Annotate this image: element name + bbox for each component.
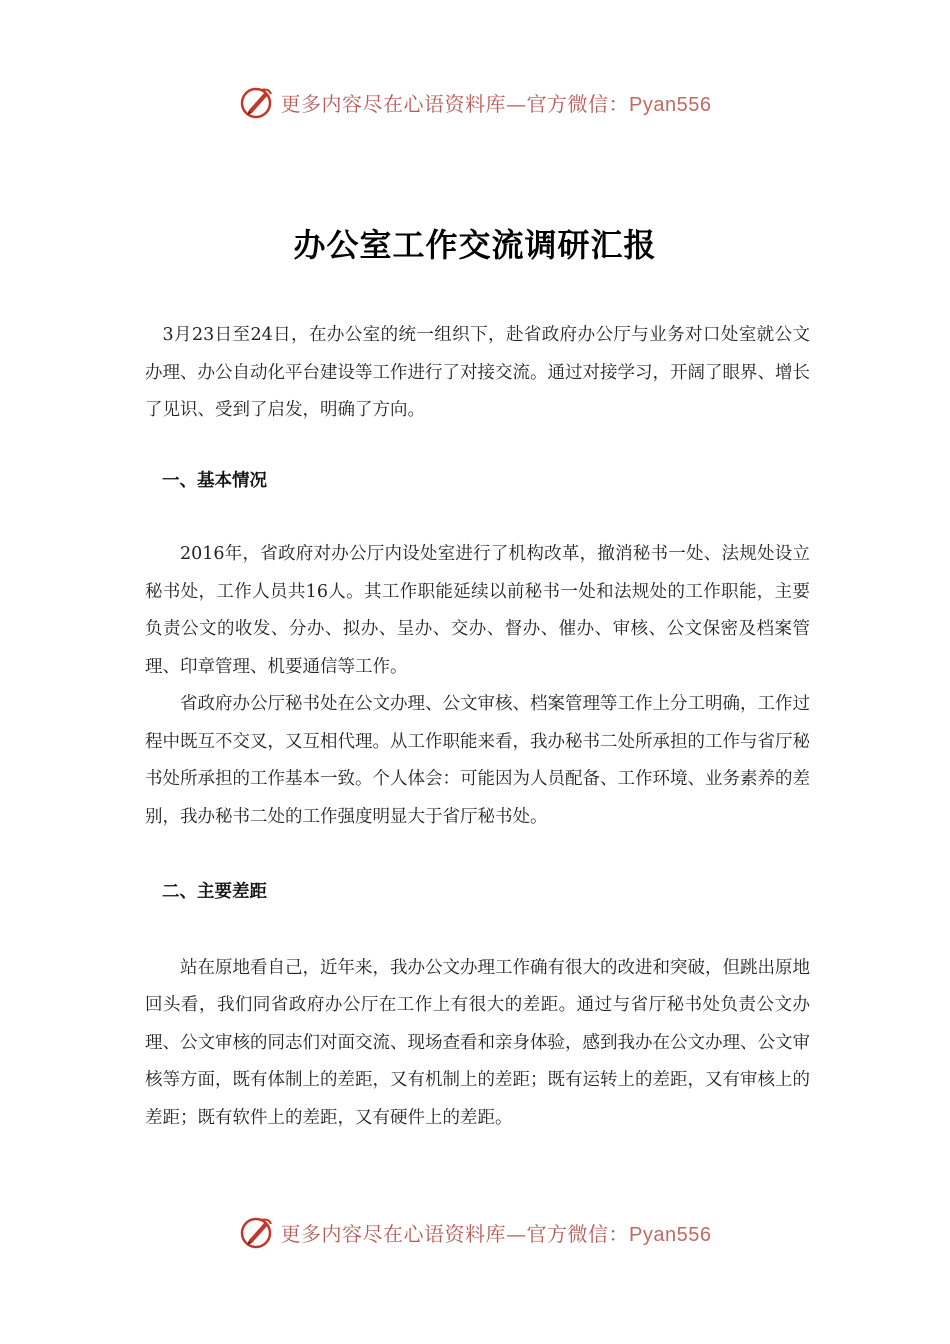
document-title: 办公室工作交流调研汇报 — [293, 226, 657, 264]
pen-logo-icon — [239, 84, 275, 120]
footer-banner-main: 更多内容尽在心语资料库 — [280, 1221, 507, 1246]
footer-banner-dash: — — [506, 1221, 527, 1246]
pen-logo-icon — [239, 1214, 275, 1250]
section2-paragraph-1: 站在原地看自己，近年来，我办公文办理工作确有很大的改进和突破，但跳出原地回头看，我们同省政府办公厅在工作上有很大的差距。通过与省厅秘书处负责公文办理、公文审核的同志们对面交流、现场查看和亲身体验，感到我办在公文办理、公文审核等方面，既有体制上的差距，又有机制上的差距；既有运转上的差距，又有审核上的差距；既有软件上的差距，又有硬件上的差距。 — [145, 957, 810, 1128]
header-banner — [0, 82, 950, 122]
spacer — [145, 836, 810, 874]
section1-heading: 一、基本情况 — [162, 470, 267, 491]
header-banner-inner — [239, 82, 712, 122]
footer-banner-text — [281, 1218, 712, 1247]
section2-heading: 二、主要差距 — [162, 882, 267, 902]
footer-banner-label: 官方微信： — [526, 1221, 630, 1246]
header-banner-label: 官方微信： — [526, 91, 630, 116]
spacer — [145, 912, 810, 950]
header-banner-text — [281, 88, 712, 117]
header-banner-handle: Pyan556 — [629, 93, 712, 116]
footer-banner-handle: Pyan556 — [629, 1223, 712, 1246]
footer-banner-inner — [239, 1212, 712, 1252]
document-body — [145, 317, 810, 1137]
header-banner-dash: — — [506, 91, 527, 116]
spacer — [145, 500, 810, 536]
spacer — [145, 430, 810, 463]
intro-paragraph: 3月23日至24日，在办公室的统一组织下，赴省政府办公厅与业务对口处室就公文办理、办公自动化平台建设等工作进行了对接交流。通过对接学习，开阔了眼界、增长了见识、受到了启发，明确了方向。 — [145, 325, 810, 420]
footer-banner — [0, 1212, 950, 1252]
section1-paragraph-1: 2016年，省政府对办公厅内设处室进行了机构改革，撤消秘书一处、法规处设立秘书处，工作人员共16人。其工作职能延续以前秘书一处和法规处的工作职能，主要负责公文的收发、分办、拟办、呈办、交办、督办、催办、审核、公文保密及档案管理、印章管理、机要通信等工作。 — [145, 544, 810, 677]
section1-paragraph-2: 省政府办公厅秘书处在公文办理、公文审核、档案管理等工作上分工明确，工作过程中既互不交叉，又互相代理。从工作职能来看，我办秘书二处所承担的工作与省厅秘书处所承担的工作基本一致。个人体会：可能因为人员配备、工作环境、业务素养的差别，我办秘书二处的工作强度明显大于省厅秘书处。 — [145, 694, 810, 827]
header-banner-main: 更多内容尽在心语资料库 — [280, 91, 507, 116]
